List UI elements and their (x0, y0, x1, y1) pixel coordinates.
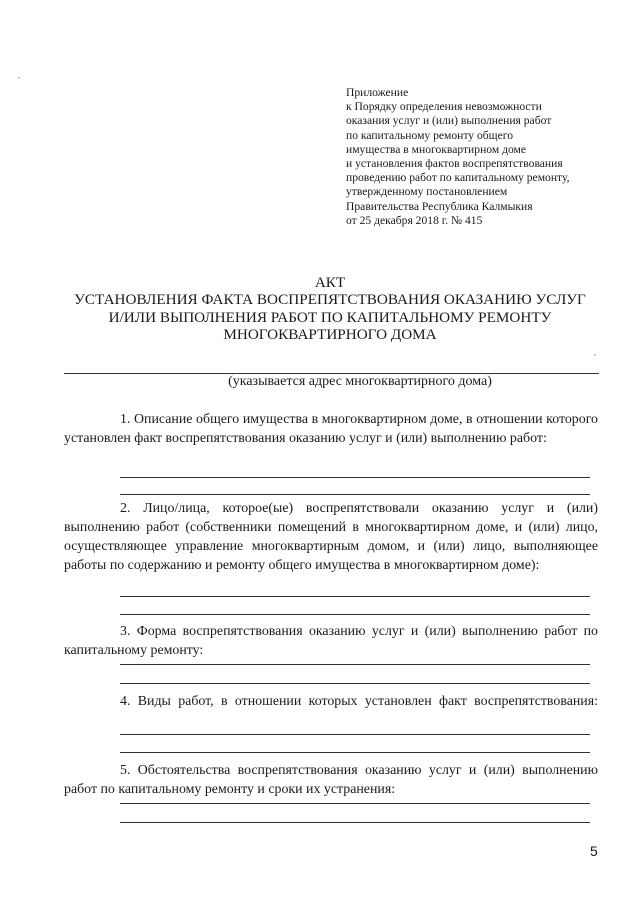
appendix-line: утвержденному постановлением (346, 185, 508, 199)
page-number: 5 (590, 843, 598, 859)
title-line: МНОГОКВАРТИРНОГО ДОМА (223, 326, 437, 344)
section-1-text: 1. Описание общего имущества в многоквартирном доме, в отношении которого установлен факт воспрепятствования оказанию услуг и (или) выполнению работ: (64, 412, 598, 446)
appendix-line: по капитальному ремонту общего (346, 128, 514, 142)
section-4-blank-line (120, 752, 590, 753)
scan-speck (594, 354, 596, 356)
appendix-line: Правительства Республика Калмыкия (346, 199, 533, 213)
appendix-line: оказания услуг и (или) выполнения работ (346, 114, 552, 128)
appendix-note (346, 86, 616, 228)
appendix-line: и установления фактов воспрепятствования (346, 157, 563, 171)
address-caption: (указывается адрес многоквартирного дома) (228, 374, 492, 389)
scan-speck (18, 77, 20, 79)
section-4-blank-line (120, 734, 590, 735)
appendix-line: Приложение (346, 86, 409, 99)
section-5-text: 5. Обстоятельства воспрепятствования оказанию услуг и (или) выполнению работ по капитальному ремонту и сроки их устранения: (64, 763, 598, 797)
title-line: УСТАНОВЛЕНИЯ ФАКТА ВОСПРЕПЯТСТВОВАНИЯ ОКАЗАНИЮ УСЛУГ (74, 291, 586, 309)
appendix-line: имущества в многоквартирном доме (346, 142, 527, 156)
appendix-line: от 25 декабря 2018 г. № 415 (346, 213, 483, 227)
appendix-line: к Порядку определения невозможности (346, 100, 542, 114)
appendix-line: проведению работ по капитальному ремонту, (346, 171, 570, 185)
section-3-blank-line (120, 683, 590, 684)
section-2-blank-line (120, 596, 590, 597)
title-line: И/ИЛИ ВЫПОЛНЕНИЯ РАБОТ ПО КАПИТАЛЬНОМУ РЕМОНТУ (108, 308, 552, 326)
section-5-blank-line (120, 822, 590, 823)
section-5-blank-line (120, 803, 590, 804)
section-3-blank-line (120, 664, 590, 665)
section-2-blank-line (120, 614, 590, 615)
section-1-blank-line (120, 494, 590, 495)
section-1-blank-line (120, 477, 590, 478)
section-4-text: 4. Виды работ, в отношении которых установлен факт воспрепятствования: (120, 694, 598, 709)
title-line: АКТ (314, 274, 346, 291)
section-3-text: 3. Форма воспрепятствования оказанию услуг и (или) выполнению работ по капитальному ремонту: (64, 624, 598, 658)
document-title (40, 274, 620, 344)
section-2-text: 2. Лицо/лица, которое(ые) воспрепятствовали оказанию услуг и (или) выполнению работ (собственники помещений в многоквартирном доме, и (или) лицо, осуществляющее управление многоквартирным домом, и (или) лицо, выполняющее работы по содержанию и ремонту общего имущества в многоквартирном доме): (64, 501, 598, 573)
